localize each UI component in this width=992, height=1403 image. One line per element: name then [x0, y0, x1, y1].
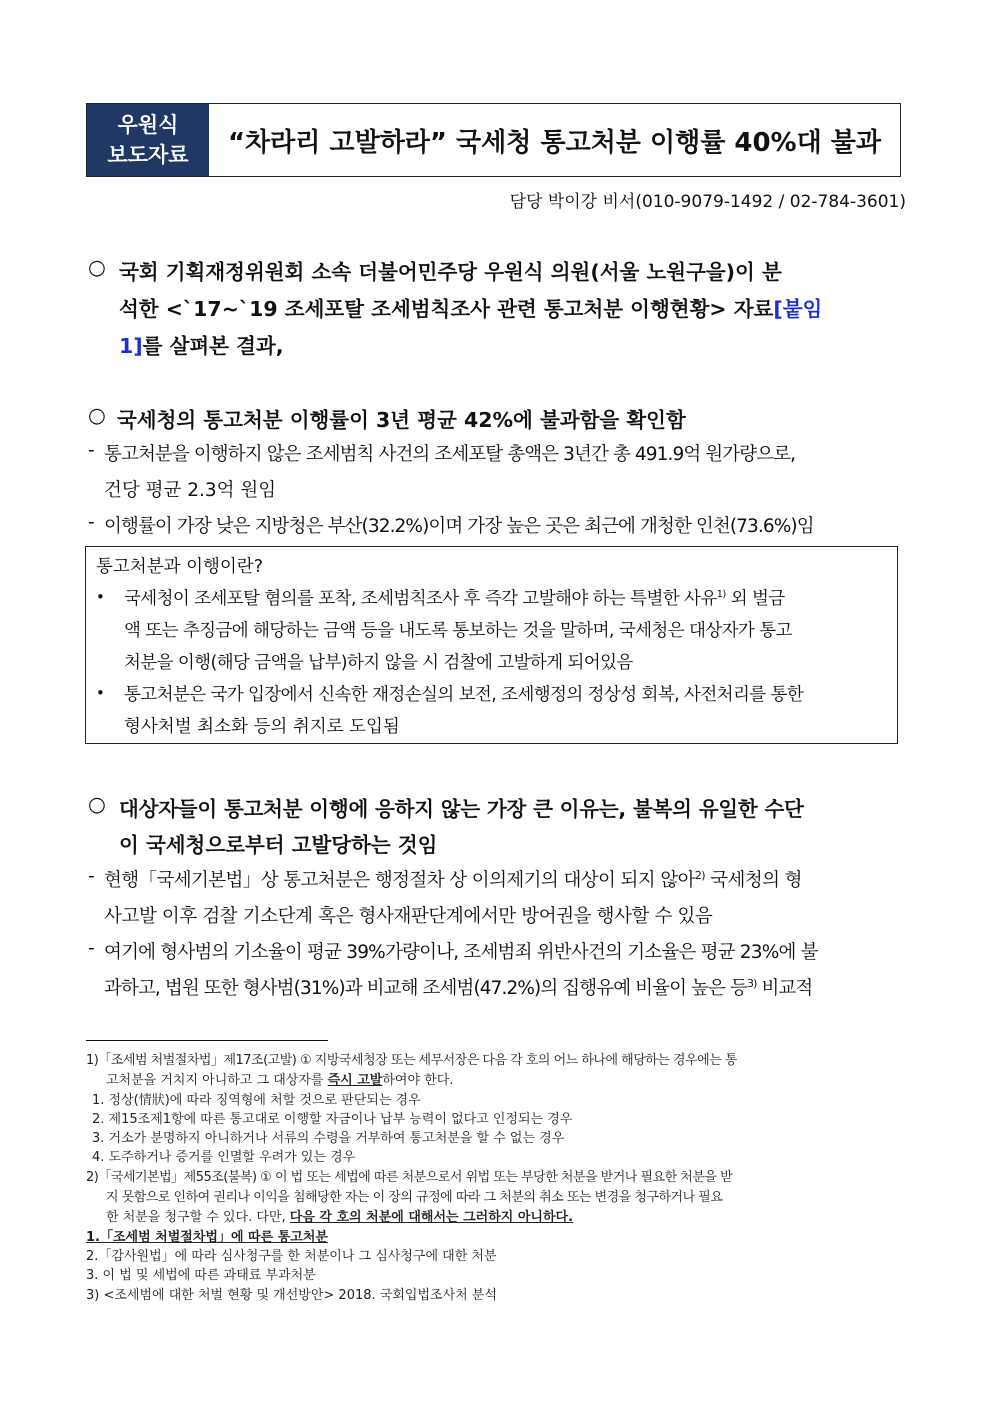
dash-marker: - [88, 512, 95, 533]
footnote-1-item-3: 3. 거소가 분명하지 아니하거나 서류의 수령을 거부하여 통고처분을 할 수 없는 경우 [92, 1131, 565, 1146]
circle-marker: ○ [88, 255, 106, 279]
section-3-item-2-line-1: 여기에 형사범의 기소율이 평균 39%가량이나, 조세범죄 위반사건의 기소율은 평균 23%에 불 [104, 942, 818, 963]
definition-box [85, 546, 898, 744]
section-1-line-3: 1]를 살펴본 결과, [119, 334, 284, 358]
definition-bullet-1-line-2: 액 또는 추징금에 해당하는 금액 등을 내도록 통보하는 것을 말하며, 국세청은 대상자가 통고 [124, 621, 792, 641]
bullet-marker: • [96, 588, 105, 606]
label-type: 보도자료 [107, 143, 189, 167]
footnote-ref-3: 3) [746, 976, 757, 990]
press-release-label [87, 104, 209, 176]
section-3-item-1-line-2: 사고발 이후 검찰 기소단계 혹은 형사재판단계에서만 방어권을 행사할 수 있음 [104, 906, 713, 927]
footnote-1-item-2: 2. 제15조제1항에 따른 통고대로 이행할 자금이나 납부 능력이 없다고 인정되는 경우 [92, 1112, 573, 1127]
attachment-ref-end: 1] [119, 334, 143, 358]
label-name: 우원식 [117, 113, 179, 137]
footnote-ref-2: 2) [694, 868, 705, 882]
circle-marker: ○ [88, 792, 106, 816]
footnote-2-item-3: 3. 이 법 및 세법에 따른 과태료 부과처분 [86, 1268, 316, 1283]
headline-box [86, 103, 901, 177]
footnote-2-line-1: 2)「국세기본법」제55조(불복) ① 이 법 또는 세법에 따른 처분으로서 위법 또는 부당한 처분을 받거나 필요한 처분을 받 [86, 1170, 733, 1185]
section-2-item-1-line-2: 건당 평균 2.3억 원임 [104, 480, 277, 501]
definition-bullet-1-line-3: 처분을 이행(해당 금액을 납부)하지 않을 시 검찰에 고발하게 되어있음 [124, 653, 633, 673]
footnote-2-item-1: 1.「조세범 처벌절차법」에 따른 통고처분 [86, 1230, 328, 1245]
section-1-line-1: 국회 기획재정위원회 소속 더불어민주당 우원식 의원(서울 노원구을)이 분 [119, 260, 782, 284]
section-3-line-1: 대상자들이 통고처분 이행에 응하지 않는 가장 큰 이유는, 불복의 유일한 수단 [119, 797, 804, 821]
dash-marker: - [88, 440, 95, 461]
definition-bullet-2-line-1: 통고처분은 국가 입장에서 신속한 재정손실의 보전, 조세행정의 정상성 회복, 사전처리를 통한 [124, 685, 804, 705]
section-2-item-1-line-1: 통고처분을 이행하지 않은 조세범칙 사건의 조세포탈 총액은 3년간 총 491.9억 원가량으로, [104, 444, 796, 465]
exception-emphasis: 다음 각 호의 처분에 대해서는 그러하지 아니하다. [289, 1210, 574, 1225]
definition-bullet-2-line-2: 형사처벌 최소화 등의 취지로 도입됨 [124, 717, 400, 737]
footnote-2-item-2: 2.「감사원법」에 따라 심사청구를 한 처분이나 그 심사청구에 대한 처분 [86, 1249, 497, 1264]
section-3-line-2: 이 국세청으로부터 고발당하는 것임 [119, 833, 438, 857]
footnote-1-item-1: 1. 정상(情狀)에 따라 징역형에 처할 것으로 판단되는 경우 [92, 1093, 421, 1108]
section-2-heading: 국세청의 통고처분 이행률이 3년 평균 42%에 불과함을 확인함 [117, 408, 686, 432]
footnote-2-line-2: 지 못함으로 인하여 권리나 이익을 침해당한 자는 이 장의 규정에 따라 그 처분의 취소 또는 변경을 청구하거나 필요 [106, 1190, 723, 1205]
definition-title: 통고처분과 이행이란? [96, 557, 263, 577]
bullet-marker: • [96, 684, 105, 702]
footnote-divider [86, 1040, 328, 1041]
section-1-line-2: 석한 <`17~`19 조세포탈 조세범칙조사 관련 통고처분 이행현황> 자료[붙임 [119, 297, 823, 321]
definition-bullet-1-line-1: 국세청이 조세포탈 혐의를 포착, 조세범칙조사 후 즉각 고발해야 하는 특별한 사유$^{1)}$ 외 벌금 [124, 589, 785, 609]
dash-marker: - [88, 938, 95, 959]
footnote-ref-1: 1) [716, 589, 726, 601]
section-3-item-1-line-1: 현행「국세기본법」상 통고처분은 행정절차 상 이의제기의 대상이 되지 않아$^{2)}$ 국세청의 형 [104, 868, 802, 891]
attachment-ref: [붙임 [773, 297, 823, 321]
section-2-item-2: 이행률이 가장 낮은 지방청은 부산(32.2%)이며 가장 높은 곳은 최근에 개청한 인천(73.6%)임 [104, 516, 814, 537]
contact-info: 담당 박이강 비서(010-9079-1492 / 02-784-3601) [509, 192, 906, 212]
headline-title: “차라리 고발하라” 국세청 통고처분 이행률 40%대 불과 [227, 127, 882, 158]
section-3-item-2-line-2: 과하고, 법원 또한 형사범(31%)과 비교해 조세범(47.2%)의 집행유예 비율이 높은 등$^{3)}$ 비교적 [104, 976, 813, 999]
dash-marker: - [88, 866, 95, 887]
footnote-1-line-1: 1)「조세범 처벌절차법」제17조(고발) ① 지방국세청장 또는 세무서장은 다음 각 호의 어느 하나에 해당하는 경우에는 통 [86, 1053, 737, 1068]
footnote-2-line-3: 한 처분을 청구할 수 있다. 다만, 다음 각 호의 처분에 대해서는 그러하지 아니하다. [106, 1210, 574, 1225]
footnote-1-item-4: 4. 도주하거나 증거를 인멸할 우려가 있는 경우 [92, 1150, 356, 1165]
footnote-3: 3) <조세범에 대한 처벌 현황 및 개선방안> 2018. 국회입법조사처 분석 [86, 1288, 497, 1303]
immediate-complaint-emphasis: 즉시 고발 [327, 1073, 383, 1088]
circle-marker: ○ [88, 403, 106, 427]
footnote-1-line-2: 고처분을 거치지 아니하고 그 대상자를 즉시 고발하여야 한다. [106, 1073, 454, 1088]
